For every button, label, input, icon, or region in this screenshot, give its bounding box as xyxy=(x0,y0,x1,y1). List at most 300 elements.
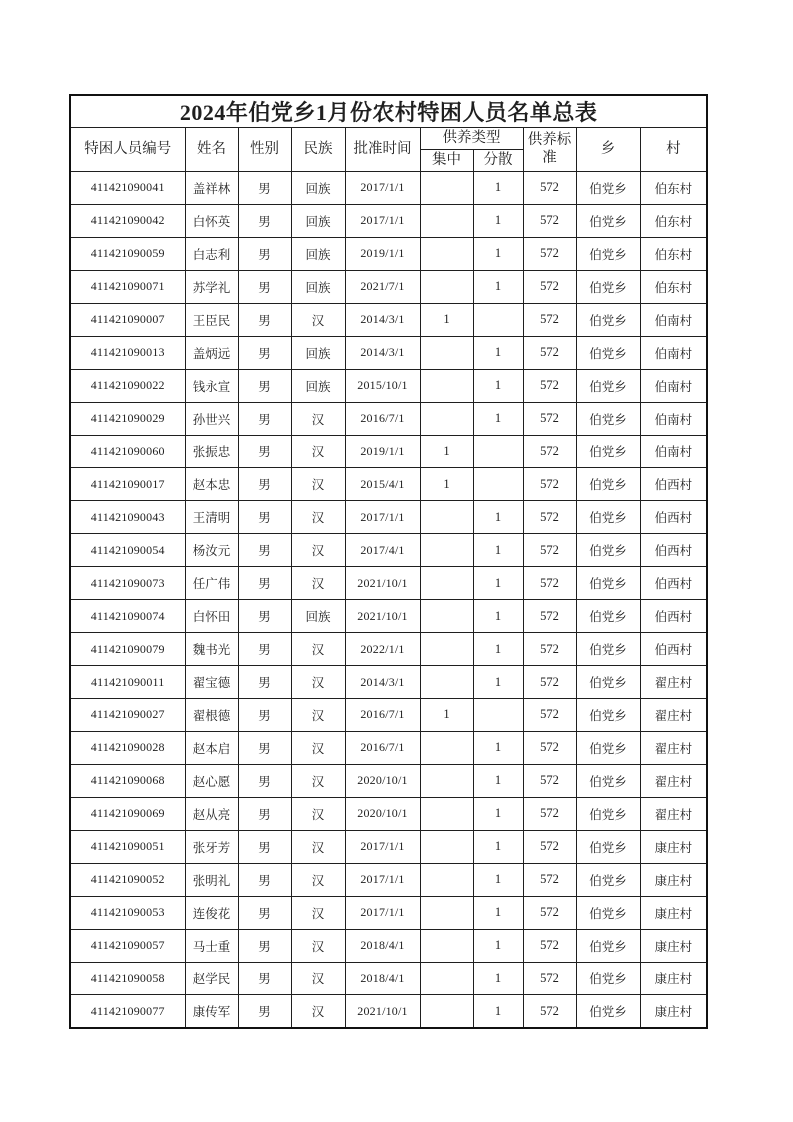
cell-village: 康庄村 xyxy=(640,995,707,1028)
cell-ethnicity: 回族 xyxy=(291,237,345,270)
cell-ethnicity: 汉 xyxy=(291,501,345,534)
cell-dispersed xyxy=(473,699,523,732)
cell-approval_date: 2018/4/1 xyxy=(345,929,420,962)
table-row xyxy=(70,336,707,369)
cell-township: 伯党乡 xyxy=(576,896,640,929)
cell-centralized xyxy=(420,731,473,764)
table-row xyxy=(70,501,707,534)
cell-village: 翟庄村 xyxy=(640,731,707,764)
cell-dispersed: 1 xyxy=(473,204,523,237)
cell-dispersed: 1 xyxy=(473,501,523,534)
cell-gender: 男 xyxy=(238,204,291,237)
cell-ethnicity: 回族 xyxy=(291,369,345,402)
cell-id: 411421090011 xyxy=(70,666,185,699)
cell-standard: 572 xyxy=(523,402,576,435)
cell-dispersed: 1 xyxy=(473,172,523,205)
cell-name: 赵本忠 xyxy=(185,468,238,501)
cell-id: 411421090043 xyxy=(70,501,185,534)
cell-gender: 男 xyxy=(238,731,291,764)
cell-gender: 男 xyxy=(238,468,291,501)
table-row xyxy=(70,435,707,468)
cell-township: 伯党乡 xyxy=(576,501,640,534)
cell-name: 赵本启 xyxy=(185,731,238,764)
table-row xyxy=(70,929,707,962)
cell-standard: 572 xyxy=(523,896,576,929)
cell-village: 康庄村 xyxy=(640,896,707,929)
cell-dispersed xyxy=(473,303,523,336)
cell-approval_date: 2020/10/1 xyxy=(345,764,420,797)
cell-gender: 男 xyxy=(238,830,291,863)
cell-id: 411421090013 xyxy=(70,336,185,369)
cell-township: 伯党乡 xyxy=(576,204,640,237)
cell-dispersed: 1 xyxy=(473,995,523,1028)
cell-ethnicity: 汉 xyxy=(291,666,345,699)
cell-dispersed: 1 xyxy=(473,896,523,929)
cell-approval_date: 2017/4/1 xyxy=(345,534,420,567)
header-name: 姓名 xyxy=(185,128,238,172)
cell-village: 康庄村 xyxy=(640,830,707,863)
cell-standard: 572 xyxy=(523,303,576,336)
cell-township: 伯党乡 xyxy=(576,237,640,270)
cell-township: 伯党乡 xyxy=(576,336,640,369)
cell-gender: 男 xyxy=(238,402,291,435)
header-village: 村 xyxy=(640,128,707,172)
cell-village: 伯东村 xyxy=(640,237,707,270)
cell-id: 411421090079 xyxy=(70,633,185,666)
cell-township: 伯党乡 xyxy=(576,633,640,666)
cell-village: 伯西村 xyxy=(640,600,707,633)
cell-centralized xyxy=(420,666,473,699)
cell-dispersed: 1 xyxy=(473,731,523,764)
cell-village: 翟庄村 xyxy=(640,764,707,797)
cell-approval_date: 2014/3/1 xyxy=(345,666,420,699)
cell-approval_date: 2014/3/1 xyxy=(345,303,420,336)
cell-village: 伯东村 xyxy=(640,270,707,303)
cell-gender: 男 xyxy=(238,995,291,1028)
cell-centralized xyxy=(420,600,473,633)
cell-approval_date: 2015/4/1 xyxy=(345,468,420,501)
cell-gender: 男 xyxy=(238,929,291,962)
cell-township: 伯党乡 xyxy=(576,830,640,863)
table-row xyxy=(70,797,707,830)
cell-name: 赵学民 xyxy=(185,962,238,995)
cell-gender: 男 xyxy=(238,666,291,699)
cell-village: 伯西村 xyxy=(640,501,707,534)
cell-name: 翟宝德 xyxy=(185,666,238,699)
cell-approval_date: 2016/7/1 xyxy=(345,699,420,732)
cell-village: 伯南村 xyxy=(640,369,707,402)
cell-approval_date: 2021/10/1 xyxy=(345,567,420,600)
table-row xyxy=(70,237,707,270)
table-row xyxy=(70,896,707,929)
cell-township: 伯党乡 xyxy=(576,402,640,435)
cell-id: 411421090054 xyxy=(70,534,185,567)
cell-name: 白怀英 xyxy=(185,204,238,237)
cell-centralized xyxy=(420,764,473,797)
cell-name: 孙世兴 xyxy=(185,402,238,435)
cell-name: 盖炳远 xyxy=(185,336,238,369)
cell-centralized: 1 xyxy=(420,435,473,468)
cell-ethnicity: 回族 xyxy=(291,172,345,205)
cell-name: 钱永宣 xyxy=(185,369,238,402)
cell-ethnicity: 回族 xyxy=(291,336,345,369)
cell-centralized xyxy=(420,633,473,666)
cell-gender: 男 xyxy=(238,270,291,303)
cell-centralized xyxy=(420,929,473,962)
cell-centralized xyxy=(420,534,473,567)
cell-village: 伯南村 xyxy=(640,402,707,435)
header-standard: 供养标准 xyxy=(523,128,576,172)
cell-ethnicity: 汉 xyxy=(291,468,345,501)
cell-gender: 男 xyxy=(238,534,291,567)
cell-centralized: 1 xyxy=(420,303,473,336)
cell-id: 411421090068 xyxy=(70,764,185,797)
table-row xyxy=(70,666,707,699)
cell-standard: 572 xyxy=(523,172,576,205)
cell-approval_date: 2014/3/1 xyxy=(345,336,420,369)
cell-approval_date: 2021/10/1 xyxy=(345,995,420,1028)
cell-standard: 572 xyxy=(523,237,576,270)
cell-id: 411421090060 xyxy=(70,435,185,468)
cell-ethnicity: 回族 xyxy=(291,204,345,237)
table-row xyxy=(70,468,707,501)
cell-gender: 男 xyxy=(238,764,291,797)
cell-dispersed xyxy=(473,468,523,501)
cell-gender: 男 xyxy=(238,336,291,369)
cell-id: 411421090077 xyxy=(70,995,185,1028)
cell-township: 伯党乡 xyxy=(576,303,640,336)
cell-village: 伯南村 xyxy=(640,303,707,336)
cell-name: 白志利 xyxy=(185,237,238,270)
cell-approval_date: 2015/10/1 xyxy=(345,369,420,402)
table-body xyxy=(70,172,707,1029)
cell-centralized xyxy=(420,270,473,303)
cell-standard: 572 xyxy=(523,369,576,402)
cell-id: 411421090073 xyxy=(70,567,185,600)
cell-centralized xyxy=(420,336,473,369)
cell-gender: 男 xyxy=(238,435,291,468)
cell-standard: 572 xyxy=(523,863,576,896)
cell-dispersed xyxy=(473,435,523,468)
header-dispersed: 分散 xyxy=(473,150,523,172)
cell-name: 王清明 xyxy=(185,501,238,534)
cell-dispersed: 1 xyxy=(473,666,523,699)
table-row xyxy=(70,204,707,237)
cell-ethnicity: 汉 xyxy=(291,534,345,567)
title-row xyxy=(70,95,707,128)
cell-gender: 男 xyxy=(238,172,291,205)
cell-village: 伯西村 xyxy=(640,468,707,501)
cell-township: 伯党乡 xyxy=(576,600,640,633)
cell-standard: 572 xyxy=(523,731,576,764)
table-row xyxy=(70,731,707,764)
cell-id: 411421090052 xyxy=(70,863,185,896)
cell-dispersed: 1 xyxy=(473,633,523,666)
table-row xyxy=(70,764,707,797)
cell-name: 白怀田 xyxy=(185,600,238,633)
cell-township: 伯党乡 xyxy=(576,567,640,600)
cell-standard: 572 xyxy=(523,633,576,666)
cell-name: 连俊花 xyxy=(185,896,238,929)
cell-approval_date: 2022/1/1 xyxy=(345,633,420,666)
cell-township: 伯党乡 xyxy=(576,666,640,699)
header-centralized: 集中 xyxy=(420,150,473,172)
cell-township: 伯党乡 xyxy=(576,995,640,1028)
header-support-type-group: 供养类型 xyxy=(420,128,523,150)
table-row xyxy=(70,830,707,863)
table-row xyxy=(70,534,707,567)
table-row xyxy=(70,995,707,1028)
cell-village: 伯东村 xyxy=(640,204,707,237)
table-row xyxy=(70,962,707,995)
cell-ethnicity: 汉 xyxy=(291,764,345,797)
cell-approval_date: 2020/10/1 xyxy=(345,797,420,830)
cell-centralized: 1 xyxy=(420,468,473,501)
cell-ethnicity: 汉 xyxy=(291,863,345,896)
cell-approval_date: 2021/7/1 xyxy=(345,270,420,303)
cell-centralized xyxy=(420,797,473,830)
cell-gender: 男 xyxy=(238,567,291,600)
cell-centralized xyxy=(420,863,473,896)
cell-dispersed: 1 xyxy=(473,402,523,435)
cell-name: 赵从亮 xyxy=(185,797,238,830)
cell-name: 王臣民 xyxy=(185,303,238,336)
cell-standard: 572 xyxy=(523,270,576,303)
cell-centralized: 1 xyxy=(420,699,473,732)
cell-approval_date: 2017/1/1 xyxy=(345,830,420,863)
cell-id: 411421090069 xyxy=(70,797,185,830)
cell-township: 伯党乡 xyxy=(576,172,640,205)
table-row xyxy=(70,270,707,303)
cell-ethnicity: 汉 xyxy=(291,830,345,863)
cell-gender: 男 xyxy=(238,863,291,896)
cell-id: 411421090028 xyxy=(70,731,185,764)
cell-id: 411421090074 xyxy=(70,600,185,633)
cell-approval_date: 2021/10/1 xyxy=(345,600,420,633)
cell-standard: 572 xyxy=(523,699,576,732)
cell-village: 伯东村 xyxy=(640,172,707,205)
cell-township: 伯党乡 xyxy=(576,731,640,764)
header-township: 乡 xyxy=(576,128,640,172)
cell-gender: 男 xyxy=(238,896,291,929)
cell-standard: 572 xyxy=(523,995,576,1028)
cell-centralized xyxy=(420,204,473,237)
cell-standard: 572 xyxy=(523,567,576,600)
header-id: 特困人员编号 xyxy=(70,128,185,172)
cell-id: 411421090059 xyxy=(70,237,185,270)
cell-approval_date: 2018/4/1 xyxy=(345,962,420,995)
cell-id: 411421090071 xyxy=(70,270,185,303)
cell-ethnicity: 汉 xyxy=(291,797,345,830)
cell-name: 张牙芳 xyxy=(185,830,238,863)
cell-centralized xyxy=(420,501,473,534)
cell-ethnicity: 汉 xyxy=(291,731,345,764)
cell-name: 杨汝元 xyxy=(185,534,238,567)
cell-id: 411421090058 xyxy=(70,962,185,995)
cell-dispersed: 1 xyxy=(473,797,523,830)
cell-gender: 男 xyxy=(238,699,291,732)
cell-gender: 男 xyxy=(238,633,291,666)
cell-standard: 572 xyxy=(523,204,576,237)
cell-name: 赵心愿 xyxy=(185,764,238,797)
cell-standard: 572 xyxy=(523,435,576,468)
cell-centralized xyxy=(420,237,473,270)
cell-approval_date: 2016/7/1 xyxy=(345,731,420,764)
cell-standard: 572 xyxy=(523,764,576,797)
cell-id: 411421090057 xyxy=(70,929,185,962)
cell-township: 伯党乡 xyxy=(576,863,640,896)
cell-approval_date: 2016/7/1 xyxy=(345,402,420,435)
cell-dispersed: 1 xyxy=(473,830,523,863)
cell-village: 翟庄村 xyxy=(640,666,707,699)
cell-standard: 572 xyxy=(523,336,576,369)
cell-dispersed: 1 xyxy=(473,270,523,303)
cell-ethnicity: 汉 xyxy=(291,962,345,995)
table-row xyxy=(70,303,707,336)
cell-name: 康传军 xyxy=(185,995,238,1028)
table-row xyxy=(70,633,707,666)
cell-township: 伯党乡 xyxy=(576,962,640,995)
cell-village: 伯西村 xyxy=(640,633,707,666)
cell-township: 伯党乡 xyxy=(576,270,640,303)
cell-standard: 572 xyxy=(523,797,576,830)
cell-approval_date: 2017/1/1 xyxy=(345,204,420,237)
cell-centralized xyxy=(420,172,473,205)
cell-ethnicity: 回族 xyxy=(291,600,345,633)
cell-ethnicity: 汉 xyxy=(291,567,345,600)
cell-approval_date: 2017/1/1 xyxy=(345,896,420,929)
cell-dispersed: 1 xyxy=(473,369,523,402)
cell-approval_date: 2017/1/1 xyxy=(345,172,420,205)
cell-ethnicity: 汉 xyxy=(291,303,345,336)
cell-standard: 572 xyxy=(523,534,576,567)
cell-ethnicity: 汉 xyxy=(291,699,345,732)
header-gender: 性别 xyxy=(238,128,291,172)
cell-id: 411421090017 xyxy=(70,468,185,501)
cell-village: 翟庄村 xyxy=(640,699,707,732)
cell-dispersed: 1 xyxy=(473,764,523,797)
cell-gender: 男 xyxy=(238,237,291,270)
cell-id: 411421090027 xyxy=(70,699,185,732)
cell-dispersed: 1 xyxy=(473,929,523,962)
cell-id: 411421090042 xyxy=(70,204,185,237)
cell-standard: 572 xyxy=(523,830,576,863)
cell-ethnicity: 汉 xyxy=(291,402,345,435)
cell-township: 伯党乡 xyxy=(576,797,640,830)
cell-name: 张明礼 xyxy=(185,863,238,896)
cell-village: 康庄村 xyxy=(640,962,707,995)
cell-village: 康庄村 xyxy=(640,929,707,962)
cell-approval_date: 2017/1/1 xyxy=(345,501,420,534)
cell-name: 盖祥林 xyxy=(185,172,238,205)
cell-dispersed: 1 xyxy=(473,336,523,369)
cell-township: 伯党乡 xyxy=(576,468,640,501)
cell-standard: 572 xyxy=(523,468,576,501)
header-approval-date: 批准时间 xyxy=(345,128,420,172)
page-title: 2024年伯党乡1月份农村特困人员名单总表 xyxy=(70,95,707,128)
table-row xyxy=(70,172,707,205)
cell-centralized xyxy=(420,402,473,435)
cell-ethnicity: 汉 xyxy=(291,995,345,1028)
cell-village: 伯南村 xyxy=(640,336,707,369)
cell-dispersed: 1 xyxy=(473,567,523,600)
cell-ethnicity: 汉 xyxy=(291,896,345,929)
cell-village: 伯南村 xyxy=(640,435,707,468)
cell-centralized xyxy=(420,896,473,929)
cell-gender: 男 xyxy=(238,600,291,633)
cell-id: 411421090022 xyxy=(70,369,185,402)
cell-gender: 男 xyxy=(238,501,291,534)
table-row xyxy=(70,567,707,600)
cell-id: 411421090053 xyxy=(70,896,185,929)
cell-approval_date: 2017/1/1 xyxy=(345,863,420,896)
cell-centralized xyxy=(420,567,473,600)
table-row xyxy=(70,600,707,633)
cell-name: 苏学礼 xyxy=(185,270,238,303)
cell-standard: 572 xyxy=(523,929,576,962)
table-row xyxy=(70,402,707,435)
cell-township: 伯党乡 xyxy=(576,435,640,468)
header-ethnicity: 民族 xyxy=(291,128,345,172)
cell-name: 魏书光 xyxy=(185,633,238,666)
cell-id: 411421090051 xyxy=(70,830,185,863)
cell-ethnicity: 回族 xyxy=(291,270,345,303)
cell-township: 伯党乡 xyxy=(576,534,640,567)
cell-ethnicity: 汉 xyxy=(291,929,345,962)
cell-standard: 572 xyxy=(523,962,576,995)
cell-standard: 572 xyxy=(523,600,576,633)
cell-id: 411421090041 xyxy=(70,172,185,205)
cell-village: 翟庄村 xyxy=(640,797,707,830)
cell-dispersed: 1 xyxy=(473,534,523,567)
cell-dispersed: 1 xyxy=(473,863,523,896)
cell-gender: 男 xyxy=(238,962,291,995)
table-row xyxy=(70,863,707,896)
cell-ethnicity: 汉 xyxy=(291,435,345,468)
cell-centralized xyxy=(420,369,473,402)
cell-standard: 572 xyxy=(523,501,576,534)
cell-gender: 男 xyxy=(238,369,291,402)
cell-centralized xyxy=(420,995,473,1028)
roster-table xyxy=(69,94,708,1029)
cell-approval_date: 2019/1/1 xyxy=(345,237,420,270)
cell-centralized xyxy=(420,962,473,995)
cell-village: 伯西村 xyxy=(640,534,707,567)
cell-township: 伯党乡 xyxy=(576,369,640,402)
cell-gender: 男 xyxy=(238,303,291,336)
cell-dispersed: 1 xyxy=(473,600,523,633)
cell-id: 411421090007 xyxy=(70,303,185,336)
table-row xyxy=(70,699,707,732)
cell-centralized xyxy=(420,830,473,863)
table-row xyxy=(70,369,707,402)
cell-village: 伯西村 xyxy=(640,567,707,600)
cell-name: 任广伟 xyxy=(185,567,238,600)
cell-township: 伯党乡 xyxy=(576,764,640,797)
cell-name: 翟根德 xyxy=(185,699,238,732)
cell-township: 伯党乡 xyxy=(576,699,640,732)
cell-name: 张振忠 xyxy=(185,435,238,468)
cell-dispersed: 1 xyxy=(473,237,523,270)
cell-township: 伯党乡 xyxy=(576,929,640,962)
cell-standard: 572 xyxy=(523,666,576,699)
cell-village: 康庄村 xyxy=(640,863,707,896)
cell-ethnicity: 汉 xyxy=(291,633,345,666)
cell-gender: 男 xyxy=(238,797,291,830)
cell-name: 马士重 xyxy=(185,929,238,962)
header-row-top xyxy=(70,128,707,150)
cell-approval_date: 2019/1/1 xyxy=(345,435,420,468)
